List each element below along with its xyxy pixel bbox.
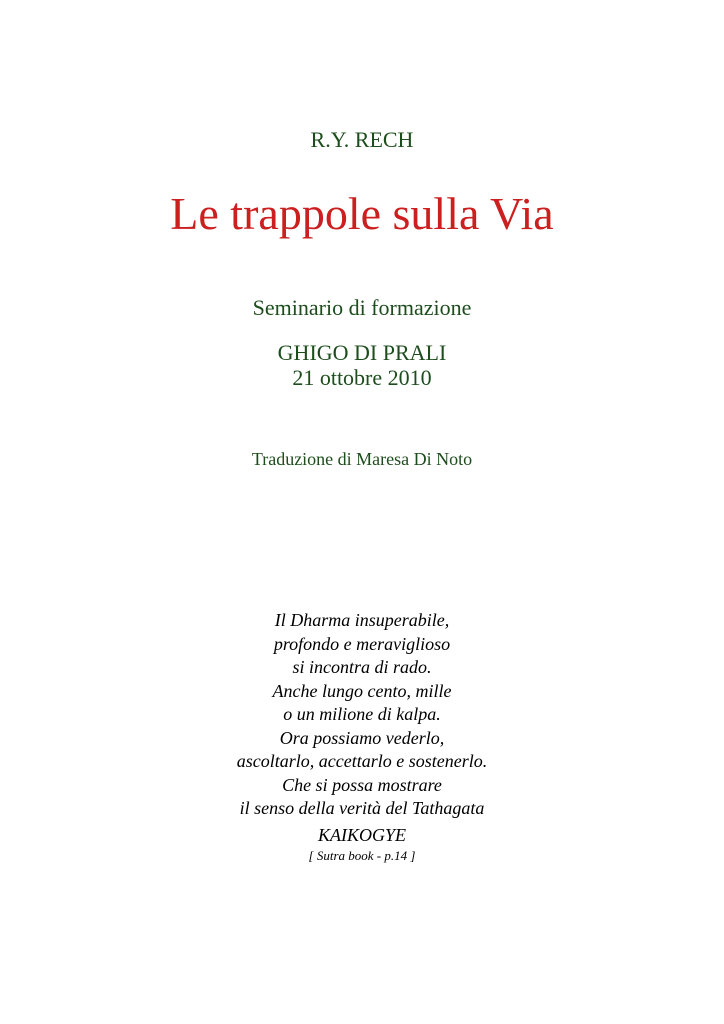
epigraph-line: Il Dharma insuperabile, bbox=[274, 610, 450, 630]
epigraph-line: Che si possa mostrare bbox=[282, 774, 442, 795]
epigraph-line: ascoltarlo, accettarlo e sostenerlo. bbox=[236, 751, 488, 771]
epigraph-line: o un milione di kalpa. bbox=[283, 704, 441, 724]
epigraph-source: KAIKOGYE bbox=[317, 825, 406, 845]
event-type: Seminario di formazione bbox=[252, 295, 472, 320]
epigraph-line: profondo e meraviglioso bbox=[273, 633, 451, 654]
document-title: Le trappole sulla Via bbox=[170, 188, 554, 239]
event-date: 21 ottobre 2010 bbox=[292, 365, 432, 390]
translation-credit: Traduzione di Maresa Di Noto bbox=[251, 449, 473, 469]
epigraph-line: Anche lungo cento, mille bbox=[272, 680, 452, 701]
epigraph-line: si incontra di rado. bbox=[292, 657, 432, 677]
epigraph bbox=[0, 609, 724, 821]
author-name: R.Y. RECH bbox=[310, 127, 414, 152]
event-location: GHIGO DI PRALI bbox=[277, 340, 447, 365]
epigraph-reference: [ Sutra book - p.14 ] bbox=[308, 848, 416, 863]
epigraph-line: Ora possiamo vederlo, bbox=[279, 727, 445, 748]
epigraph-line: il senso della verità del Tathagata bbox=[239, 798, 485, 818]
